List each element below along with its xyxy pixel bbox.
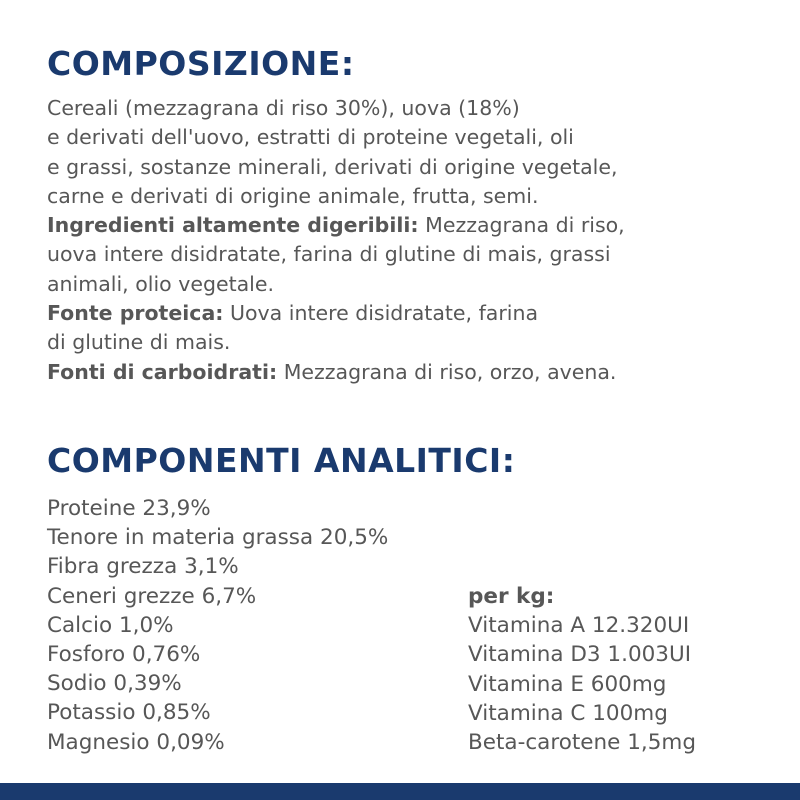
analitico-item: Potassio 0,85% — [47, 700, 211, 726]
fonte-proteica-label: Fonte proteica: — [47, 301, 224, 326]
composizione-text — [47, 94, 777, 387]
fonti-carboidrati-label: Fonti di carboidrati: — [47, 359, 278, 384]
analitico-item: Proteine 23,9% — [47, 496, 211, 521]
fonti-carboidrati-line: Fonti di carboidrati: Mezzagrana di riso, orzo, avena. — [47, 359, 617, 384]
composizione-line: carne e derivati di origine animale, frutta, semi. — [47, 183, 539, 208]
per-kg-label: per kg: — [468, 584, 555, 609]
fonte-proteica-line: Fonte proteica: Uova intere disidratate, farina — [47, 301, 539, 326]
vitamine-list — [468, 582, 696, 757]
composizione-line: e derivati dell'uovo, estratti di proteine vegetali, oli — [47, 125, 574, 150]
ingredienti-digeribili-line: Ingredienti altamente digeribili: Mezzagrana di riso, — [47, 213, 625, 238]
vitamina-item: Vitamina C 100mg — [468, 700, 668, 726]
composizione-heading: COMPOSIZIONE: — [47, 44, 355, 83]
bottom-bar — [0, 783, 800, 800]
composizione-line: Cereali (mezzagrana di riso 30%), uova (18%) — [47, 96, 520, 120]
analitico-item: Ceneri grezze 6,7% — [47, 583, 257, 609]
ingredienti-digeribili-label: Ingredienti altamente digeribili: — [47, 213, 419, 238]
composizione-line: uova intere disidratate, farina di glutine di mais, grassi — [47, 242, 611, 267]
analitico-item: Calcio 1,0% — [47, 612, 174, 638]
analitico-item: Fibra grezza 3,1% — [47, 554, 239, 580]
composizione-line: animali, olio vegetale. — [47, 271, 274, 296]
composizione-line: e grassi, sostanze minerali, derivati di origine vegetale, — [47, 154, 618, 179]
vitamina-item: Vitamina A 12.320UI — [468, 613, 690, 639]
analitico-item: Magnesio 0,09% — [47, 729, 225, 755]
vitamina-item: Vitamina E 600mg — [468, 671, 667, 697]
composizione-line: di glutine di mais. — [47, 330, 231, 355]
componenti-analitici-heading: COMPONENTI ANALITICI: — [47, 441, 516, 480]
analitico-item: Fosforo 0,76% — [47, 642, 201, 668]
componenti-analitici-list — [47, 494, 388, 757]
analitico-item: Tenore in materia grassa 20,5% — [47, 525, 389, 551]
analitico-item: Sodio 0,39% — [47, 671, 182, 697]
vitamina-item: Vitamina D3 1.003UI — [468, 642, 692, 668]
vitamina-item: Beta-carotene 1,5mg — [468, 730, 696, 756]
